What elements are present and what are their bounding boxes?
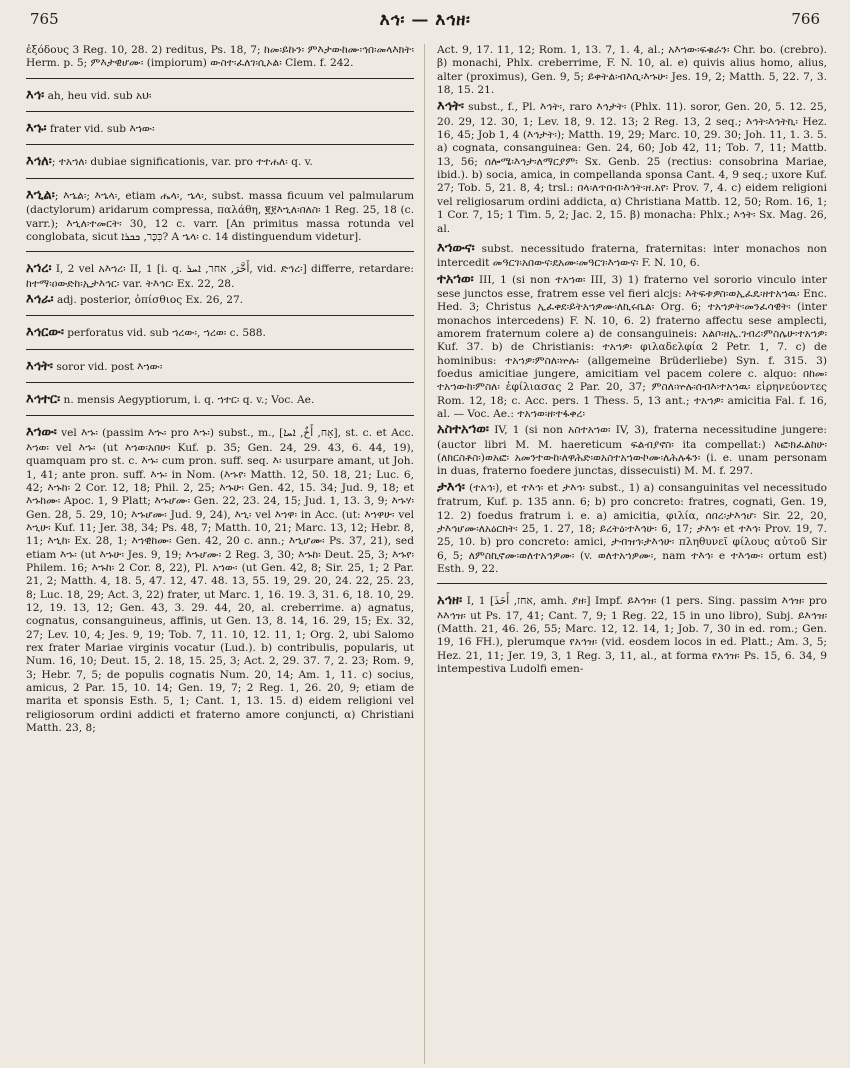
entry-headword: አኅዘ፡: [437, 593, 463, 609]
entry-definition: I, 2 vel አእኀረ፡ II, 1 [i. q. أَخَّرَ, אחר, ܐܚܪ, vid. ድኅረ፡] differre, retardare: ከተማ፡ዐውድከ፡ኢታእኅር፡ var. ትእኅር፡ Ex. 22, 28.: [26, 263, 414, 290]
dictionary-entry: [26, 121, 414, 137]
entry-headword: እኀውና፡: [437, 240, 475, 256]
dictionary-entry: [26, 261, 414, 291]
entry-definition: III, 1 (si non ተአኀወ፡ III, 3) 1) fraterno vel sororio vinculo inter sese junctos esse, fratrem esse vel fieri alcjs: እትፍቱዎስ፡ወኢፈዴ፡ዘተአኀዉ፡ Enc. Hed. 3; Christus ኢፈቀደ፡ይትአኀዎሙ፡ለኪሩቤል፡ Org. 6; ተአኀዎት፡መንፈሳዊት፡ (inter monachos intercedens) F. N. 10, 6. 2) fraterno affectu sese amplecti, amorem fraternum colere a) de consanguineis: አልቦ፡ዘኢ.ገብረ፡ምስሌሁ፡ተአኀዎ፡ Kuf. 37. b) de Christianis: ተአኀዎ፡ φιλαδελφία 2 Petr. 1, 7. c) de hominibus: ተአኀዎ፡ምስለ፡ኵሉ፡ (allgemeine Brüderliebe) Syn. f. 315. 3) foedus amicitiae jungere, amicitiam vel pacem colere c. alquo: በከመ፡ተአኀውከ፡ምስለ፡ ἐφίλιασας 2 Par. 20, 37; ምስለ፡ኵሉ፡ሰብእ፡ተአኀዉ፡ εἰρηνεύοντες Rom. 12, 18; c. Acc. pers. 1 Thess. 5, 13 ant.; ተአኀዎ፡ amicitia Fal. f. 16, al. — Voc. Ae.: ተአኀወ፡ዘ፡ተፋቀረ፡: [437, 273, 827, 421]
entry-headword: እኂል፡: [26, 187, 55, 203]
entry-separator: [26, 111, 414, 112]
dictionary-entry: [26, 292, 414, 308]
running-title: እኅ፡ — እኅዘ፡: [379, 10, 471, 30]
page-number-right: 766: [791, 10, 820, 28]
entry-headword: እኁ፡: [26, 121, 47, 137]
entry-separator: [26, 251, 414, 252]
column-divider: [424, 44, 425, 1064]
dictionary-entry: [437, 422, 827, 478]
entry-headword: አስተአኀወ፡: [437, 422, 489, 438]
entry-separator: [26, 78, 414, 79]
entry-definition: (ተአኅ፡), et ተእኅ፡ et ታእኅ፡ subst., 1) a) consanguinitas vel necessitudo fratrum, Kuf. p. 135 ann. 6; b) pro concreto: fratres, cognati, Gen. 19, 12. 2) foedus fratrum i. e. a) amicitia, φιλία, ሰበረ፡ታእኅሆ፡ Sir. 22, 20, ታእኅሆሙ፡ለአዕርክት፡ 25, 1. 27, 18; ይረትዕ፡ተእኅሁ፡ 6, 17; ታእኅ፡ et ተእኅ፡ Prov. 19, 7. 25, 10. b) pro concreto: amici, ታብዝኅ፡ታእኅሁ፡ πληθυνεῖ φίλους αὐτοῦ Sir 6, 5; ለምስኪኖሙ፡ወለተአኅዎሙ፡ (v. ወለተአኀዎሙ፡, nam ተእኅ፡ e ተእኅው፡ ortum est) Esth. 9, 22.: [437, 481, 827, 575]
entry-headword: እኅት፡: [437, 99, 464, 115]
entry-separator: [26, 178, 414, 179]
dictionary-entry: [26, 425, 414, 735]
entry-headword: አኀረ፡: [26, 261, 52, 277]
page-header: [0, 10, 850, 36]
entry-definition: IV, 1 (si non አስተአኀወ፡ IV, 3), fraterna necessitudine jungere: (auctor libri M. M. haereticum ፍልብያኖስ፡ ita compellat:) እፎ፡ክፈልከሁ፡(ለክርስቶስ፡)ወአፎ፡ አመንተውከ፡ለዋሕድ፡ወአስተአኀውኮሙ፡ለሕሉፋን፡ (i. e. unam personam in duas, fraterno foedere junctas, dissecuisti) M. M. f. 297.: [437, 424, 827, 478]
dictionary-entry: [26, 392, 414, 408]
left-column: [26, 44, 414, 1064]
entry-headword: እኅለ፡: [26, 154, 52, 170]
dictionary-entry: [437, 272, 827, 422]
continuation-text: ἐξόδους 3 Reg. 10, 28. 2) reditus, Ps. 18, 7; ከመ፡ይኩን፡ ምእታውከሙ፡ኅበ፡መላእክት፡ Herm. p. 5; ምእታዊሆሙ፡ (impiorum) ውስተ፡ፈለገ፡ሲኦል፡ Clem. f. 242.: [26, 44, 414, 70]
entry-definition: n. mensis Aegyptiorum, i. q. ኀተር፡ q. v.; Voc. Ae.: [60, 394, 315, 407]
entry-separator: [26, 315, 414, 316]
page-number-left: 765: [30, 10, 59, 28]
entry-definition: ; እኄል፡; እኄላ፡, etiam ሔላ፡, ኄላ፡, subst. massa ficuum vel palmularum (dactylorum) aridarum compressa, παλάθη, ፪፻እኂለ፡በለስ፡ 1 Reg. 25, 18 (c. varr.); እኂለ፡ተመርት፡ 30, 12 c. varr. [An primitus massa rotunda vel conglobata, sicut כִּכָּר, ܟܟܪܐ? A ኄላ፡ c. 14 distinguendum videtur].: [26, 189, 414, 243]
dictionary-entry: [26, 359, 414, 375]
dictionary-entry: [437, 241, 827, 271]
entry-definition: ; ተአኀለ፡ dubiae significationis, var. pro ተተሐለ፡ q. v.: [51, 156, 313, 169]
entry-headword: እኅርው፡: [26, 325, 64, 341]
entry-separator: [26, 415, 414, 416]
entry-definition: subst. necessitudo fraterna, fraternitas: inter monachos non intercedit መዓርገ፡አበውና፡ደአሙ፡መዓርገ፡እኀውና፡ F. N. 10, 6.: [437, 242, 827, 270]
dictionary-entry: [437, 593, 827, 676]
right-column: [437, 44, 827, 1064]
entry-separator: [26, 382, 414, 383]
entry-headword: እኀው፡: [26, 425, 57, 441]
entry-headword: እኅት፡: [26, 358, 53, 374]
entry-headword: ተአኀወ፡: [437, 271, 474, 287]
entry-definition: adj. posterior, ὀπίσθιος Ex. 26, 27.: [53, 293, 244, 306]
entry-separator: [26, 349, 414, 350]
entry-definition: vel እኁ፡ (passim እኊ፡ pro እኁ፡) subst., m., [אָח, أَخٌ, ܐܚܐ], st. c. et Acc. እኀወ፡ vel እኁ፡ (ut እኀወ፡አበሁ፡ Kuf. p. 35; Gen. 24, 29. 43, 6. 44, 19), quamquam pro st. c. እኁ፡ cum pron. suff. seq. እ፡ usurpare amant, ut Joh. 1, 41; ante pron. suff. እኁ፡ in Nom. (እኁየ፡ Matth. 12, 50. 18, 21; Luc. 6, 42; እኁከ፡ 2 Cor. 12, 18; Phil. 2, 25; እኁሁ፡ Gen. 42, 15. 34; Jud. 9, 18; et እኁከሙ፡ Apoc. 1, 9 Platt; እኁሆሙ፡ Gen. 22, 23. 24, 15; Jud. 1, 13. 3, 9; እኁሃ፡ Gen. 28, 5. 29, 10; እኁሆሙ፡ Jud. 9, 24), እኂ፡ vel እኀዋ፡ in Acc. (ut: እኀዋሁ፡ vel እኂሁ፡ Kuf. 11; Jer. 38, 34; Ps. 48, 7; Matth. 10, 21; Marc. 13, 12; Hebr. 8, 11; እኂከ፡ Ex. 28, 1; እኀዊከሙ፡ Gen. 42, 20 c. ann.; እኂሆሙ፡ Ps. 37, 21), sed etiam እኁ፡ (ut እኁሁ፡ Jes. 9, 19; እኁሆሙ፡ 2 Reg. 3, 30; እኁከ፡ Deut. 25, 3; እኁየ፡ Philem. 16; እኁከ፡ 2 Cor. 8, 22), Pl. አኀው፡ (ut Gen. 42, 8; Sir. 25, 1; 2 Par. 21, 2; Matth. 4, 18. 5, 47. 12, 47. 48. 13, 55. 19, 29. 20, 24. 22, 25. 23, 8; Luc. 18, 29; Act. 3, 22) frater, ut Marc. 1, 16. 19. 3, 31. 6, 18. 10, 29. 12, 19. 13, 12; Gen. 43, 3. 29. 44, 20, al. creberrime. a) agnatus, cognatus, consanguineus, affinis, ut Gen. 13, 8. 14, 16. 29, 15; Ex. 32, 27; Lev. 10, 4; Jes. 9, 19; Tob. 7, 11. 10, 12. 11, 1; Org. 2, ubi Salomo rex frater Mariae virginis vocatur (Lud.). b) contribulis, popularis, ut Num. 16, 10; Deut. 15, 2. 18, 15. 25, 3; Act. 2, 29. 37. 7, 2. 23; Rom. 9, 3; Hebr. 7, 5; de populis cognatis Num. 20, 14; Am. 1, 11. c) socius, amicus, 2 Par. 15, 10. 14; Gen. 19, 7; 2 Reg. 1, 26. 20, 9; etiam de marita et sponsis Esth. 5, 1; Cant. 1, 13. 15. d) eidem religioni vel religiosorum ordini addicti et fraterno amore conjuncti, α) Christiani Matth. 23, 8;: [26, 427, 414, 735]
dictionary-entry: [26, 88, 414, 104]
entry-definition: soror vid. post እኀው፡: [53, 360, 163, 373]
dictionary-entry: [437, 480, 827, 576]
entry-headword: እኅ፡: [26, 87, 45, 103]
dictionary-entry: [437, 99, 827, 235]
entry-definition: I, 1 [אחז, أَخَذَ, amh. ያዘ፡] Impf. ይእኅዝ፡ (1 pers. Sing. passim እኅዝ፡ pro እእኅዝ፡ ut Ps. 17, 41; Cant. 7, 9; 1 Reg. 22, 15 in uno libro), Subj. ይእኅዝ፡ (Matth. 21, 46. 26, 55; Marc. 12, 12. 14, 1; Job. 7, 30 in ed. rom.; Gen. 19, 16 FH.), plerumque የአኅዝ፡ (vid. eosdem locos in ed. Platt.; Am. 3, 5; Hez. 21, 11; Jer. 19, 3, 1 Reg. 3, 11, al., at forma የአኅዝ፡ Ps. 15, 6. 34, 9 intempestiva Ludolfi emen-: [437, 595, 827, 675]
entry-definition: frater vid. sub እኀው፡: [46, 123, 155, 136]
entry-separator: [437, 583, 827, 584]
entry-headword: እኅተር፡: [26, 392, 61, 408]
entry-definition: subst., f., Pl. እኅት፡, raro እኅታት፡ (Phlx. 11). soror, Gen. 20, 5. 12. 25, 20. 29, 12. 30, 1; Lev. 18, 9. 12. 13; 2 Reg. 13, 2 seq.; እኅት፡እኅትኪ፡ Hez. 16, 45; Job 1, 4 (እኅታት፡); Matth. 19, 29; Marc. 10, 29. 30; Joh. 11, 1. 3. 5. a) cognata, consanguinea: Gen. 24, 60; Job 42, 11; Tob. 7, 11; Mattb. 13, 56; ሰሎሜ፡እኅታ፡ለማርያም፡ Sx. Genb. 25 (rectius: consobrina Mariae, ibid.). b) socia, amica, in compellanda sponsa Cant. 4, 9 seq.; uxore Kuf. 27; Tob. 5, 21. 8, 4; trsl.: በላ፡ለጥበብ፡እኅት፡ዘ.አየ፡ Prov. 7, 4. c) eidem religioni vel religiosarum ordini addicta, α) Christiana Mattb. 12, 50; Rom. 16, 1; 1 Cor. 7, 15; 1 Tim. 5, 2; Jac. 2, 15. β) monacha: Phlx.; እኅት፡ Sx. Mag. 26, al.: [437, 101, 827, 235]
continuation-text: Act. 9, 17. 11, 12; Rom. 1, 13. 7, 1. 4, al.; አእኀው፡ፍቁራን፡ Chr. bo. (crebro). β) monachi, Phlx. creberrime, F. N. 10, al. e) quivis alius homo, alius, alter (proximus), Gen. 9, 5; ይቀትል፡ብእሲ፡እኁሁ፡ Jes. 19, 2; Matth. 5, 22. 7, 3. 18, 15. 21.: [437, 44, 827, 97]
entry-headword: እኅራ፡: [26, 291, 54, 307]
dictionary-entry: [26, 325, 414, 341]
entry-separator: [26, 144, 414, 145]
dictionary-entry: [26, 188, 414, 244]
dictionary-entry: [26, 154, 414, 170]
entry-definition: perforatus vid. sub ኀረው፡, ኀረወ፡ c. 588.: [63, 327, 266, 340]
entry-definition: ah, heu vid. sub አህ፡: [44, 89, 152, 102]
entry-headword: ታእኅ፡: [437, 479, 465, 495]
